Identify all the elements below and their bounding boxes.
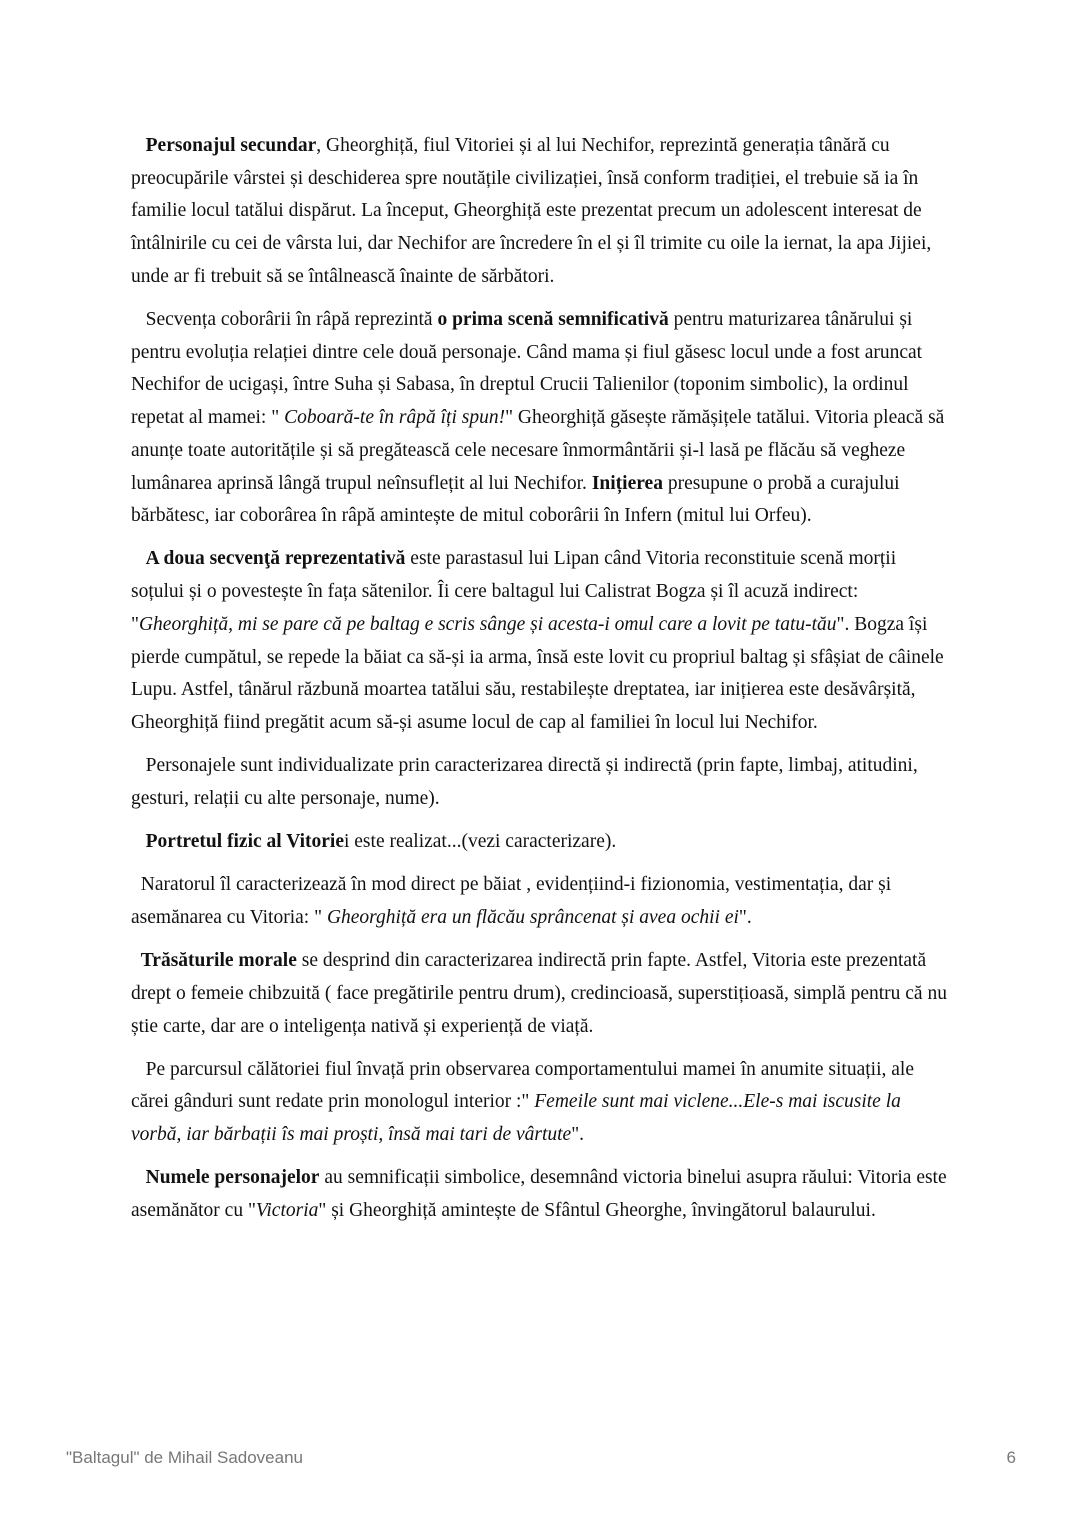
italic-quote: Victoria xyxy=(255,1200,319,1222)
paragraph xyxy=(131,304,951,533)
text-run: " și Gheorghiță amintește de Sfântul Gheorghe, învingătorul balaurului. xyxy=(318,1200,876,1222)
text-run: Naratorul îl caracterizează în mod direct pe băiat , evidențiind-i fizionomia, vestimentația, dar și asemănarea cu Vitoria: " xyxy=(131,874,892,928)
paragraph-indent xyxy=(131,1059,146,1080)
italic-quote: Coboară-te în râpă îți spun! xyxy=(284,407,506,429)
italic-quote: Femeile sunt mai viclene...Ele-s mai iscusite la vorbă, iar bărbații îs mai proști, însă mai tari de vârtute xyxy=(131,1091,901,1146)
footer-title: "Baltagul" de Mihail Sadoveanu xyxy=(66,1448,304,1467)
paragraph xyxy=(131,543,951,739)
paragraph xyxy=(131,1162,951,1227)
paragraph-indent xyxy=(131,874,141,895)
text-run: presupune o probă a curajului bărbătesc, iar coborârea în râpă amintește de mitul coborârii în Infern (mitul lui Orfeu). xyxy=(131,472,900,527)
text-run: i este realizat...(vezi caracterizare). xyxy=(343,831,617,853)
bold-text: Portretul fizic al Vitorie xyxy=(145,831,344,853)
text-run: , Gheorghiță, fiul Vitoriei și al lui Nechifor, reprezintă generația tânără cu preocupările vârstei și deschiderea spre noutățile civilizației, însă conform tradiției, el trebuie să ia în familie locul tatălui dispărut. La început, Gheorghiță este prezentat precum un adolescent interesat de întâlnirile cu cei de vârsta lui, dar Nechifor are încredere în el și îl trimite cu oile la iernat, la apa Jijiei, unde ar fi trebuit să se întâlnească înainte de sărbători. xyxy=(131,135,932,287)
bold-text: o prima scenă semnificativă xyxy=(437,309,669,331)
paragraph-indent xyxy=(131,831,146,852)
text-run: pentru maturizarea tânărului și pentru evoluția relației dintre cele două personaje. Când mama și fiul găsesc locul unde a fost aruncat Nechifor de ucigași, între Suha și Sabasa, în dreptul Crucii Talienilor (toponim simbolic), la ordinul repetat al mamei: " xyxy=(131,309,923,429)
italic-quote: Gheorghiță, mi se pare că pe baltag e scris sânge și acesta-i omul care a lovit pe tatu-tău xyxy=(138,613,837,635)
text-run: au semnificații simbolice, desemnând victoria binelui asupra răului: Vitoria este asemănător cu " xyxy=(131,1167,947,1222)
text-run: Personajele sunt individualizate prin caracterizarea directă și indirectă (prin fapte, limbaj, atitudini, gesturi, relații cu alte personaje, nume). xyxy=(131,755,918,809)
text-run: ". Bogza își pierde cumpătul, se repede la băiat ca să-și ia arma, însă este lovit cu propriul baltag și sfâșiat de câinele Lupu. Astfel, tânărul răzbună moartea tatălui său, restabilește dreptatea, iar inițierea este desăvârșită, Gheorghiță fiind pregătit acum să-și asume locul de cap al familiei în locul lui Nechifor. xyxy=(131,613,944,733)
bold-text: Inițierea xyxy=(591,472,663,494)
bold-text: Trăsăturile morale xyxy=(140,950,297,972)
paragraph xyxy=(131,750,951,815)
paragraph-indent xyxy=(131,1167,146,1188)
paragraph-indent xyxy=(131,135,146,156)
text-run: este parastasul lui Lipan când Vitoria reconstituie scenă morții soțului și o povestește în fața sătenilor. Îi cere baltagul lui Calistrat Bogza și îl acuză indirect: " xyxy=(131,548,897,635)
text-run: ". xyxy=(738,906,752,928)
paragraph xyxy=(131,130,951,294)
paragraph xyxy=(131,869,951,934)
text-run: se desprind din caracterizarea indirectă prin fapte. Astfel, Vitoria este prezentată drept o femeie chibzuită ( face pregătirile pentru drum), credincioasă, superstițioasă, simplă pentru că nu știe carte, dar are o inteligența nativă și experiență de viață. xyxy=(131,950,947,1037)
text-run: Secvența coborârii în râpă reprezintă xyxy=(145,309,438,331)
document-body xyxy=(131,130,951,1238)
bold-text: Personajul secundar xyxy=(145,135,317,156)
paragraph-indent xyxy=(131,755,146,776)
text-run: " Gheorghiță găsește rămășițele tatălui. Vitoria pleacă să anunțe toate autoritățile și să pregătească cele necesare înmormântării și-l lasă pe flăcău să vegheze lumânarea aprinsă lângă trupul neînsuflețit al lui Nechifor. xyxy=(131,407,945,494)
paragraph xyxy=(131,945,951,1043)
text-run: ". xyxy=(571,1124,585,1146)
bold-text: A doua secvenţă reprezentativă xyxy=(145,548,406,570)
paragraph-indent xyxy=(131,548,146,569)
paragraph xyxy=(131,826,951,859)
bold-text: Numele personajelor xyxy=(145,1167,320,1189)
italic-quote: Gheorghiță era un flăcău sprâncenat și avea ochii ei xyxy=(326,906,739,928)
paragraph-indent xyxy=(131,950,141,971)
paragraph xyxy=(131,1054,951,1152)
page-number: 6 xyxy=(1006,1448,1016,1467)
text-run: Pe parcursul călătoriei fiul învață prin observarea comportamentului mamei în anumite situații, ale cărei gânduri sunt redate prin monologul interior :" xyxy=(131,1058,914,1113)
paragraph-indent xyxy=(131,309,146,330)
